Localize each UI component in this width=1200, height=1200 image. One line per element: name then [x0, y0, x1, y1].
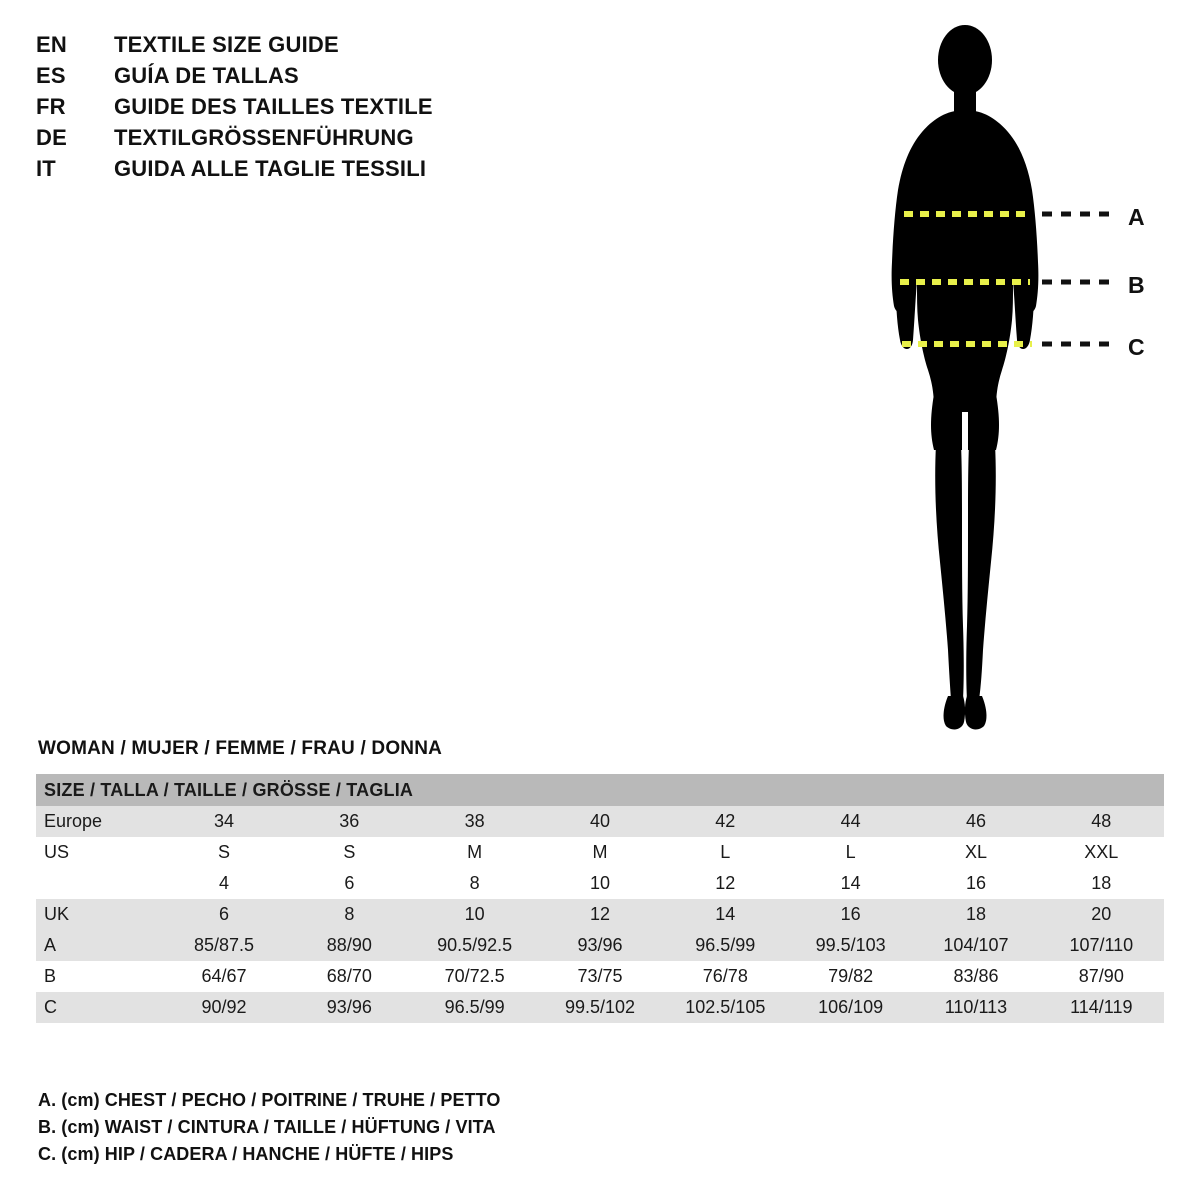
title-language-code: EN — [36, 32, 67, 57]
table-cell: 4 — [161, 868, 286, 899]
table-cell: S — [287, 837, 412, 868]
table-header-label: SIZE / TALLA / TAILLE / GRÖSSE / TAGLIA — [36, 774, 1164, 806]
size-guide-figure — [830, 14, 1170, 754]
table-cell: 87/90 — [1039, 961, 1164, 992]
female-body-silhouette-icon — [830, 14, 1170, 754]
table-cell: 10 — [537, 868, 662, 899]
table-cell: 104/107 — [913, 930, 1038, 961]
table-cell: 18 — [1039, 868, 1164, 899]
table-cell: 79/82 — [788, 961, 913, 992]
table-cell: 12 — [537, 899, 662, 930]
title-row — [36, 32, 656, 63]
row-label — [36, 868, 161, 899]
table-cell: 106/109 — [788, 992, 913, 1023]
table-cell: S — [161, 837, 286, 868]
table-row — [36, 868, 1164, 899]
measurement-label-a: A — [1128, 204, 1145, 230]
table-cell: 107/110 — [1039, 930, 1164, 961]
footnotes-block — [38, 1090, 938, 1171]
table-cell: 34 — [161, 806, 286, 837]
table-cell: 73/75 — [537, 961, 662, 992]
measurement-label-c: C — [1128, 334, 1145, 360]
row-label: UK — [36, 899, 161, 930]
table-cell: 96.5/99 — [663, 930, 788, 961]
title-row — [36, 125, 656, 156]
table-cell: 76/78 — [663, 961, 788, 992]
row-label: B — [36, 961, 161, 992]
table-cell: 88/90 — [287, 930, 412, 961]
table-cell: 64/67 — [161, 961, 286, 992]
table-cell: 16 — [788, 899, 913, 930]
title-row — [36, 63, 656, 94]
table-cell: 20 — [1039, 899, 1164, 930]
table-cell: 44 — [788, 806, 913, 837]
table-cell: 42 — [663, 806, 788, 837]
title-text: GUÍA DE TALLAS — [114, 63, 299, 88]
title-text: GUIDE DES TAILLES TEXTILE — [114, 94, 433, 119]
table-cell: XXL — [1039, 837, 1164, 868]
table-cell: 14 — [788, 868, 913, 899]
row-label: Europe — [36, 806, 161, 837]
footnote-hip: C. (cm) HIP / CADERA / HANCHE / HÜFTE / HIPS — [38, 1144, 454, 1164]
title-language-code: DE — [36, 125, 67, 150]
table-cell: 96.5/99 — [412, 992, 537, 1023]
row-label: US — [36, 837, 161, 868]
table-cell: 6 — [161, 899, 286, 930]
table-cell: XL — [913, 837, 1038, 868]
title-language-code: IT — [36, 156, 56, 181]
table-cell: 6 — [287, 868, 412, 899]
title-text: TEXTILE SIZE GUIDE — [114, 32, 339, 57]
table-cell: 114/119 — [1039, 992, 1164, 1023]
measurement-label-b: B — [1128, 272, 1145, 298]
table-cell: 38 — [412, 806, 537, 837]
row-label: C — [36, 992, 161, 1023]
table-cell: 90.5/92.5 — [412, 930, 537, 961]
title-block — [36, 32, 656, 187]
table-row — [36, 837, 1164, 868]
footnote-chest: A. (cm) CHEST / PECHO / POITRINE / TRUHE / PETTO — [38, 1090, 501, 1110]
table-row — [36, 961, 1164, 992]
table-cell: M — [537, 837, 662, 868]
title-row — [36, 156, 656, 187]
size-table-section — [36, 738, 1164, 1023]
table-cell: L — [663, 837, 788, 868]
table-cell: 93/96 — [287, 992, 412, 1023]
table-cell: 10 — [412, 899, 537, 930]
table-cell: 68/70 — [287, 961, 412, 992]
table-row — [36, 806, 1164, 837]
table-cell: 14 — [663, 899, 788, 930]
title-text: GUIDA ALLE TAGLIE TESSILI — [114, 156, 427, 181]
table-row — [36, 930, 1164, 961]
table-cell: 70/72.5 — [412, 961, 537, 992]
table-cell: 40 — [537, 806, 662, 837]
table-cell: 85/87.5 — [161, 930, 286, 961]
table-cell: 12 — [663, 868, 788, 899]
table-cell: 90/92 — [161, 992, 286, 1023]
table-cell: 93/96 — [537, 930, 662, 961]
table-cell: 102.5/105 — [663, 992, 788, 1023]
table-cell: 8 — [287, 899, 412, 930]
table-cell: 36 — [287, 806, 412, 837]
table-cell: M — [412, 837, 537, 868]
title-text: TEXTILGRÖSSENFÜHRUNG — [114, 125, 414, 150]
table-row — [36, 899, 1164, 930]
title-language-code: ES — [36, 63, 66, 88]
title-row — [36, 94, 656, 125]
group-heading: WOMAN / MUJER / FEMME / FRAU / DONNA — [38, 738, 443, 759]
table-cell: 83/86 — [913, 961, 1038, 992]
table-cell: 99.5/102 — [537, 992, 662, 1023]
table-cell: 18 — [913, 899, 1038, 930]
table-cell: 99.5/103 — [788, 930, 913, 961]
table-cell: 110/113 — [913, 992, 1038, 1023]
size-table — [36, 774, 1164, 1023]
table-cell: 48 — [1039, 806, 1164, 837]
table-cell: 46 — [913, 806, 1038, 837]
row-label: A — [36, 930, 161, 961]
table-cell: L — [788, 837, 913, 868]
footnote-waist: B. (cm) WAIST / CINTURA / TAILLE / HÜFTUNG / VITA — [38, 1117, 496, 1137]
title-language-code: FR — [36, 94, 66, 119]
table-header-band — [36, 774, 1164, 806]
table-cell: 8 — [412, 868, 537, 899]
table-cell: 16 — [913, 868, 1038, 899]
table-row — [36, 992, 1164, 1023]
